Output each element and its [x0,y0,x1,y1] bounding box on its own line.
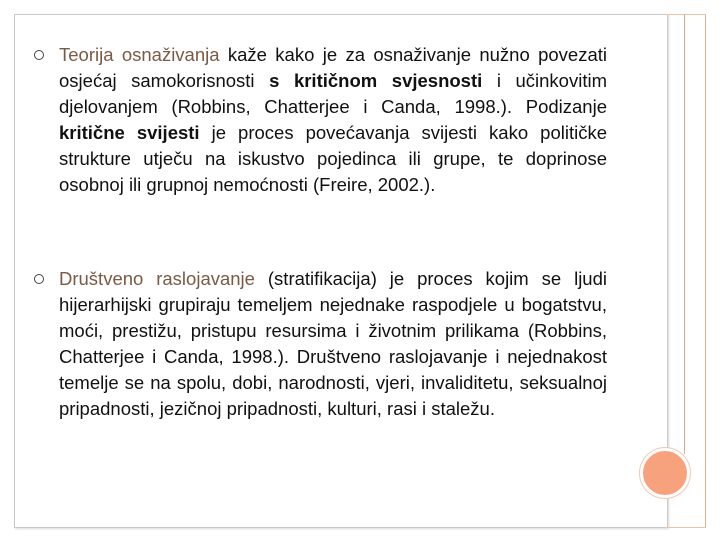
paragraph-text: (stratifikacija) je proces kojim se ljudi hijerarhijski grupiraju temeljem nejednake raspodjele u bogatstvu, moći, prestižu, pristupu resursima i životnim prilikama (Robbins, Chatterjee i Canda, 1998.). Društveno raslojavanje i nejednakost temelje se na spolu, dobi, narodnosti, vjeri, invaliditetu, seksualnoj pripadnosti, jezičnoj pripadnosti, kulturi, rasi i staležu. [59,268,607,419]
bold-term: s kritičnom svjesnosti [269,70,483,91]
paragraph-text: je proces povećavanja svijesti kako političke strukture utječu na iskustvo pojedinca ili grupe, te doprinose osobnoj ili grupnoj nemoćnosti (Freire, 2002.). [59,122,607,195]
bullet-item-stratification [34,266,607,422]
hollow-circle-bullet-icon [34,50,44,60]
paragraph-stratification [59,266,607,422]
paragraph-text: kaže kako je za osnaživanje nužno povezati osjećaj samokorisnosti [59,44,607,91]
hollow-circle-bullet-icon [34,274,44,284]
bullet-item-empowerment [34,42,607,198]
decorative-circle [640,448,690,498]
term-empowerment-theory: Teorija osnaživanja [59,44,220,65]
term-social-stratification: Društveno raslojavanje [59,268,255,289]
paragraph-empowerment [59,42,607,198]
decorative-line [684,14,685,454]
bold-term: kritične svijesti [59,122,200,143]
paragraph-text: i učinkovitim djelovanjem (Robbins, Chatterjee i Canda, 1998.). Podizanje [59,70,607,117]
